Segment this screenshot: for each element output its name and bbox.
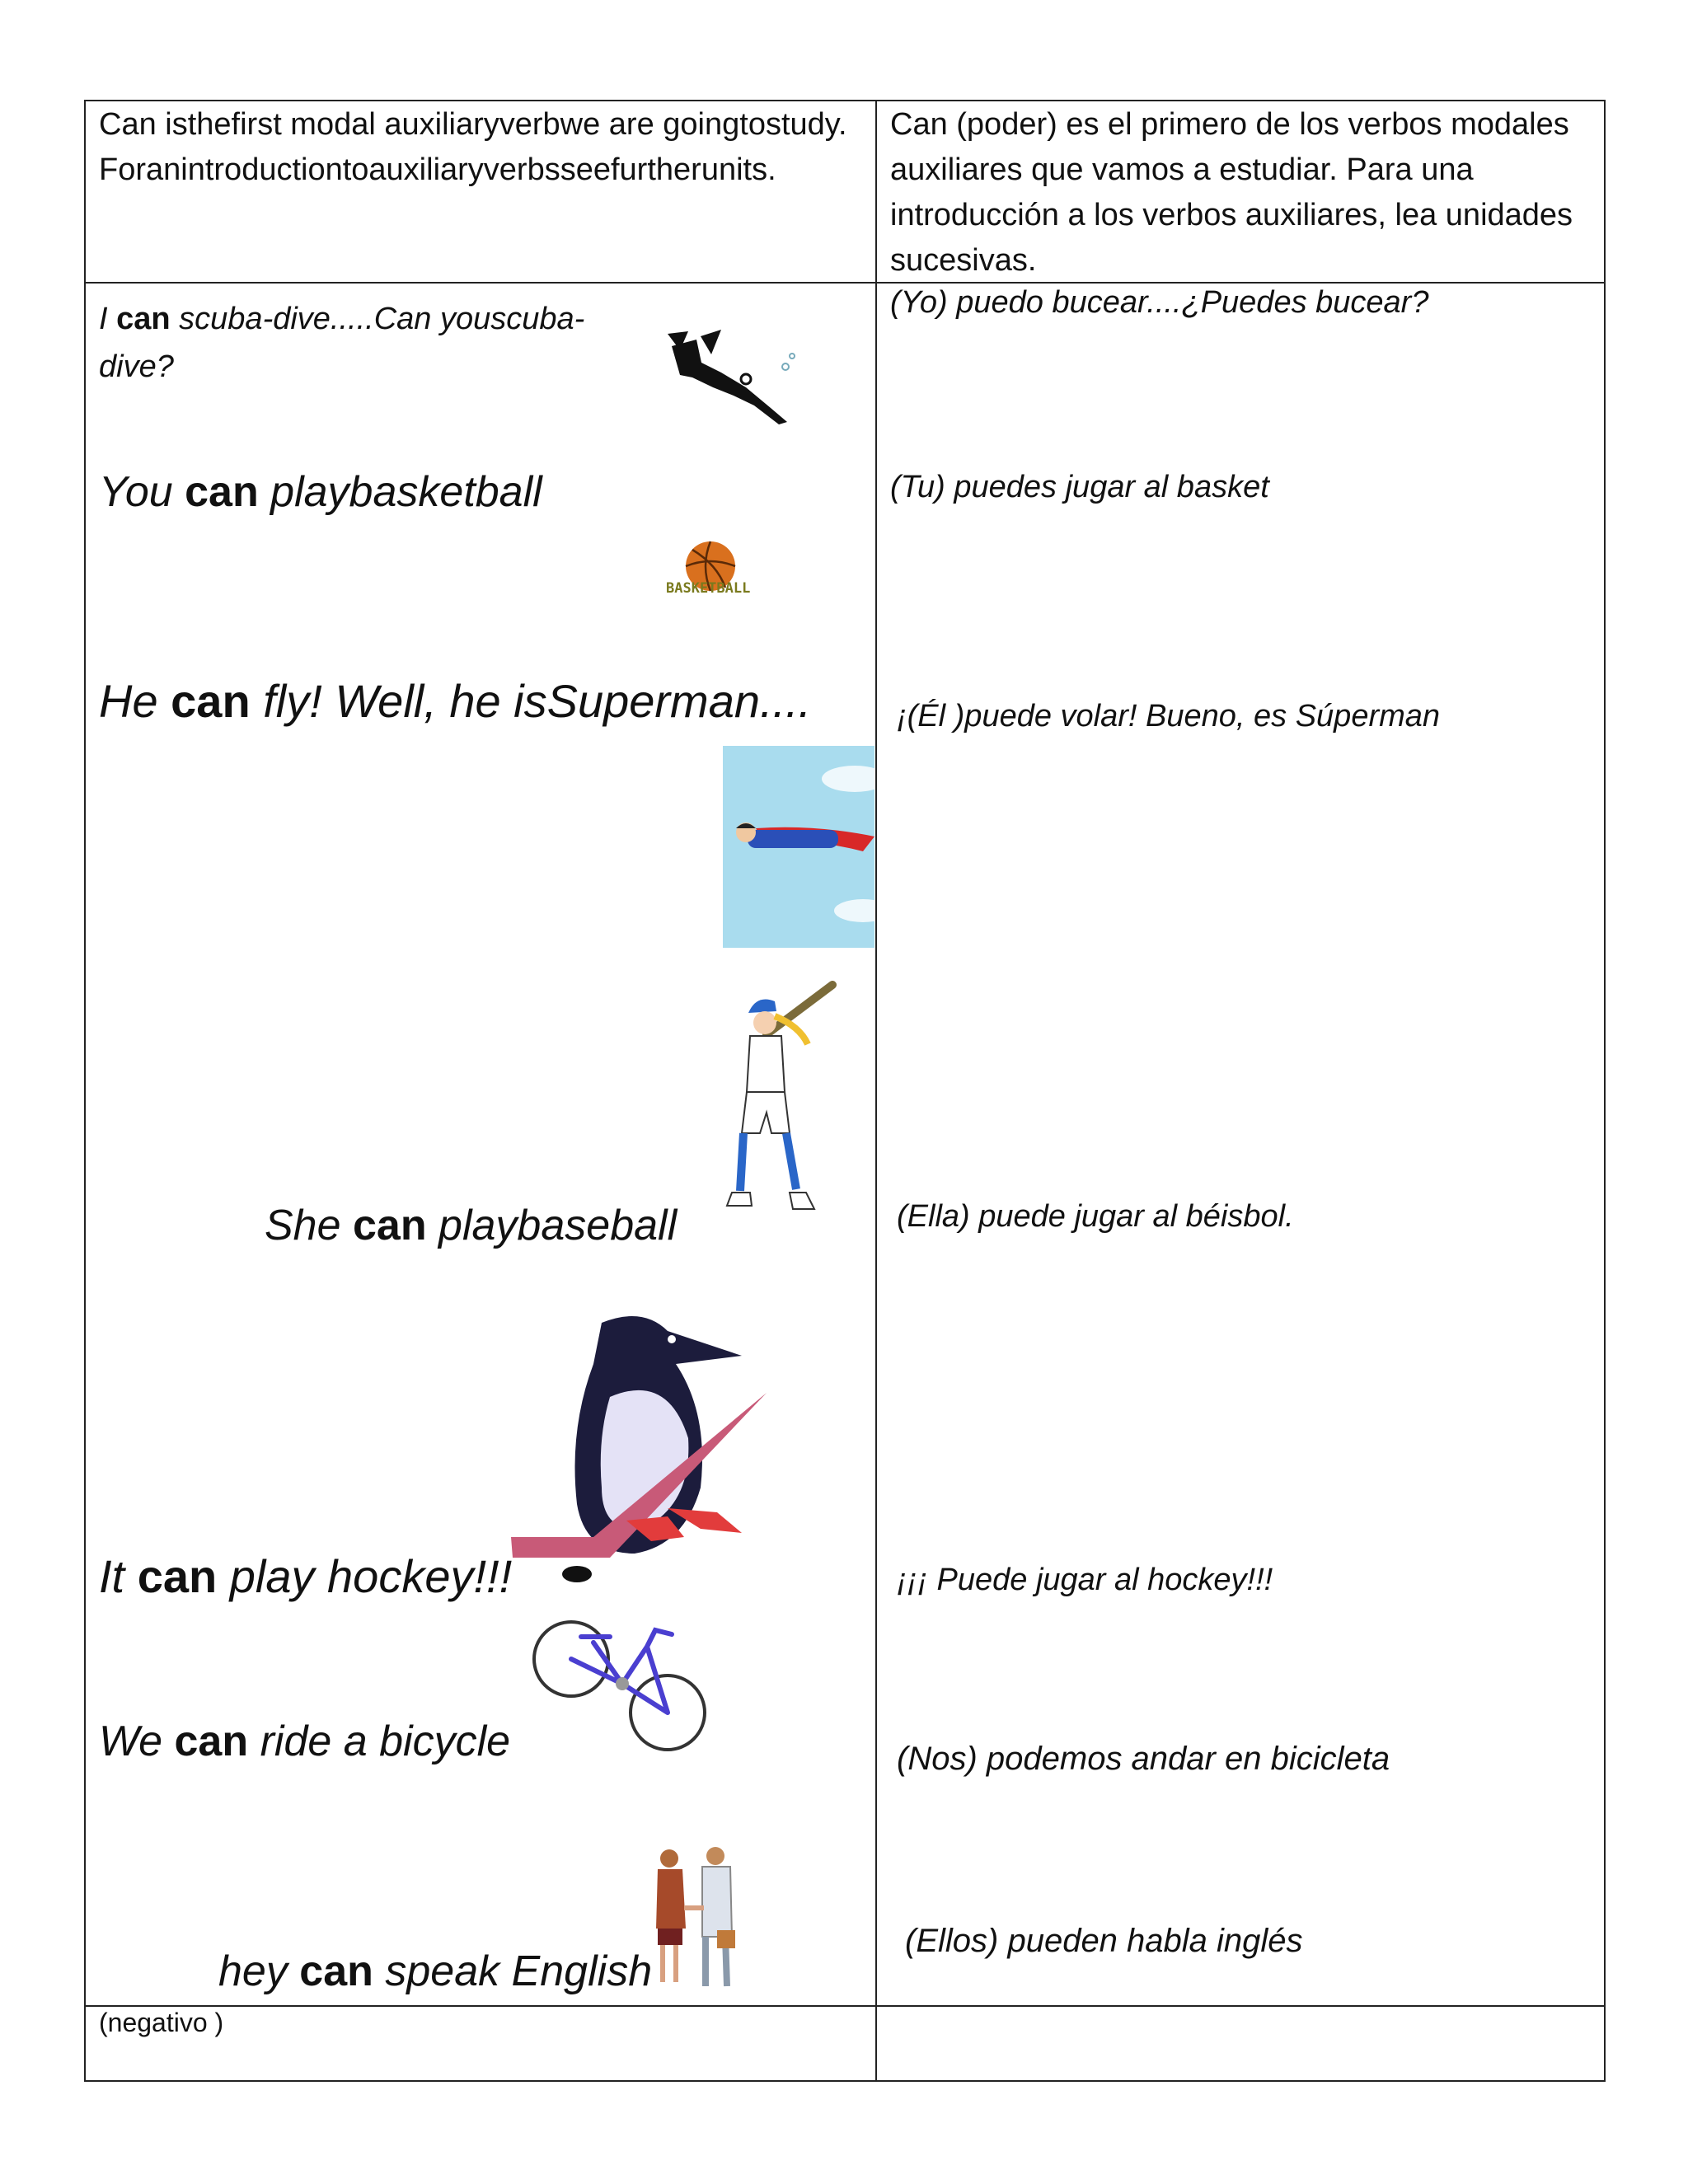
penguin-hockey-icon: [503, 1306, 775, 1595]
modal-can: can: [352, 1202, 427, 1249]
translation-baseball: (Ella) puede jugar al béisbol.: [897, 1199, 1294, 1234]
predicate: play hockey!!!: [217, 1550, 513, 1602]
sentence-superman: [99, 674, 811, 728]
subject: It: [99, 1550, 138, 1602]
sentence-baseball: [265, 1201, 677, 1250]
subject: You: [99, 468, 185, 516]
sentence-hockey: [99, 1549, 512, 1603]
modal-can: can: [137, 1550, 218, 1602]
column-divider: [875, 101, 877, 2080]
subject: He: [99, 675, 171, 727]
scuba-diver-icon: [663, 330, 795, 429]
subject: She: [265, 1202, 353, 1249]
modal-can: can: [185, 468, 259, 516]
lesson-table: [84, 100, 1606, 2082]
translation-basketball: (Tu) puedes jugar al basket: [890, 470, 1269, 504]
superman-icon: [723, 746, 874, 948]
modal-can: can: [174, 1718, 249, 1765]
translation-bicycle: (Nos) podemos andar en bicicleta: [897, 1741, 1390, 1777]
subject: hey: [218, 1947, 300, 1995]
header-right-text: Can (poder) es el primero de los verbos modales auxiliares que vamos a estudiar. Para una introducción a los verbos auxiliares, lea unidades sucesivas.: [890, 107, 1573, 278]
translation-superman: ¡(Él )puede volar! Bueno, es Súperman: [897, 699, 1441, 733]
translation-hockey: ¡¡¡ Puede jugar al hockey!!!: [897, 1563, 1273, 1597]
modal-can: can: [116, 302, 171, 336]
translation-english: (Ellos) pueden habla inglés: [905, 1923, 1303, 1959]
sentence-bicycle: [99, 1717, 510, 1766]
footer-row-divider: [86, 2005, 1604, 2007]
subject: We: [99, 1718, 175, 1765]
predicate: speak English: [373, 1947, 653, 1995]
header-left-text: Can isthefirst modal auxiliaryverbwe are goingtostudy. Foranintroductiontoauxiliaryverbsseefurtherunits.: [99, 107, 847, 187]
modal-can: can: [171, 675, 251, 727]
predicate: ride a bicycle: [248, 1718, 511, 1765]
translation-scuba: (Yo) puedo bucear....¿Puedes bucear?: [890, 285, 1429, 320]
baseball-player-icon: [717, 977, 837, 1224]
predicate: playbasketball: [258, 468, 542, 516]
handshake-icon: [651, 1846, 738, 1994]
basketball-caption: BASKETBALL: [666, 580, 751, 597]
bicycle-icon: [532, 1614, 713, 1758]
footer-left-text: (negativo ): [99, 2008, 224, 2037]
predicate: playbaseball: [426, 1202, 678, 1249]
predicate: scuba-dive.....Can youscuba-dive?: [99, 302, 585, 384]
sentence-basketball: [99, 467, 542, 517]
sentence-english: [218, 1947, 652, 1996]
sentence-scuba: [99, 295, 626, 391]
predicate: fly! Well, he isSuperman....: [250, 675, 812, 727]
subject: I: [99, 302, 117, 336]
modal-can: can: [299, 1947, 373, 1995]
